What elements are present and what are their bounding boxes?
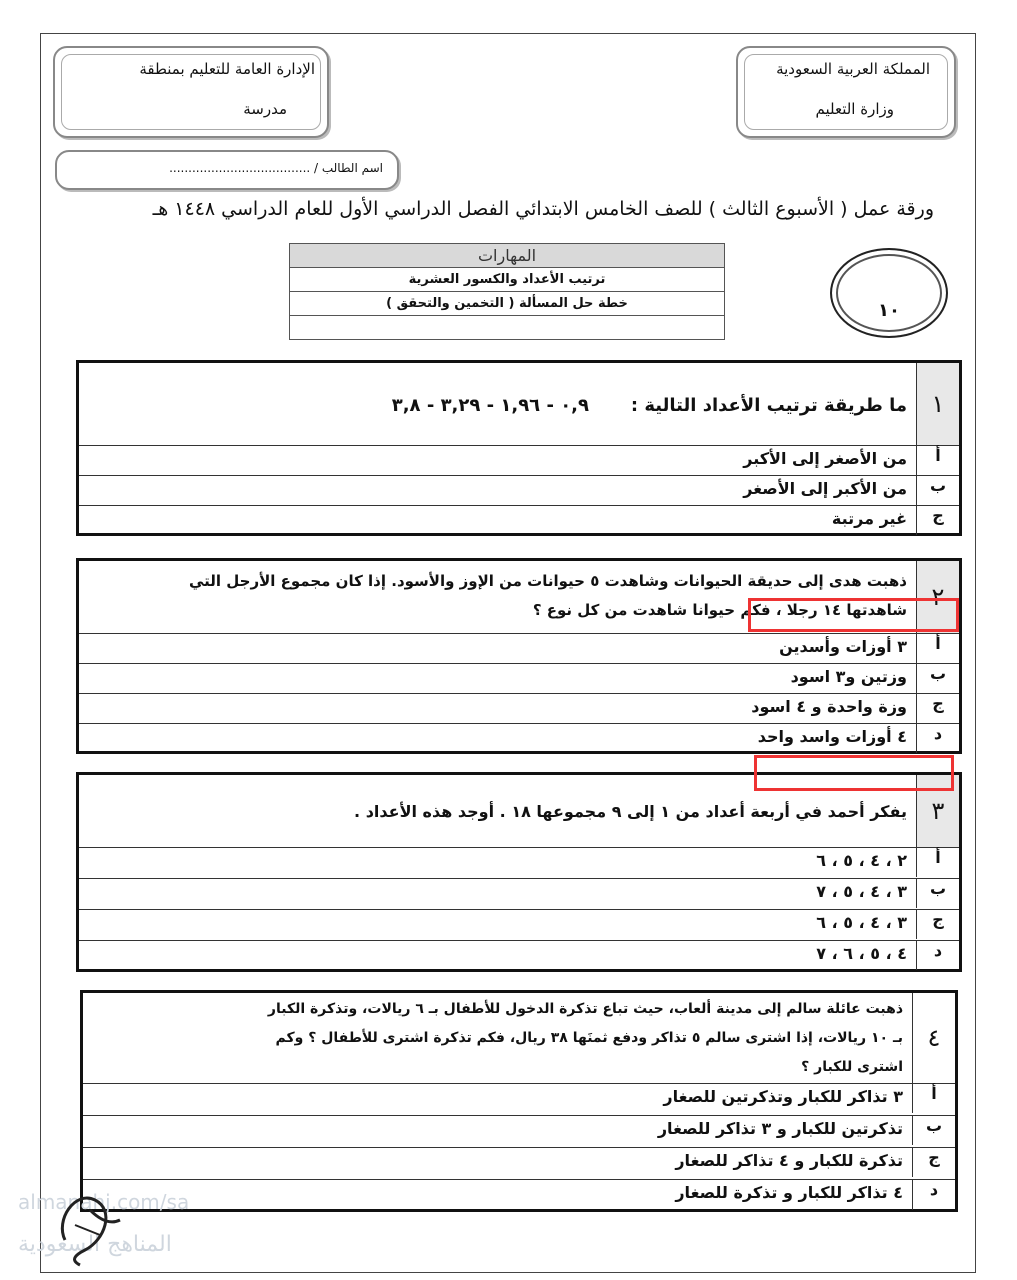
question-text-line: ذهبت عائلة سالم إلى مدينة ألعاب، حيث تباع تذكرة الدخول للأطفال بـ ٦ ريالات، وتذكرة الكبار [267,1001,903,1017]
watermark-url: almanahj.com/sa [18,1190,190,1214]
country-name: المملكة العربية السعودية [776,60,930,78]
highlight-box [754,755,954,791]
question-number: ٣ [916,775,959,847]
option-letter: أ [916,848,959,877]
question-numbers: ٠,٩ - ١,٩٦ - ٣,٢٩ - ٣,٨ [391,395,589,416]
question-number: ١ [916,363,959,445]
option-row[interactable] [79,633,959,663]
score-value: ١٠ [878,300,900,321]
question-number: ٤ [912,993,955,1083]
option-letter: ب [916,879,959,908]
option-text: من الأصغر إلى الأكبر [743,449,907,468]
highlight-box [748,598,959,632]
option-row[interactable] [79,663,959,693]
option-text: ٣ ، ٤ ، ٥ ، ٧ [816,882,907,901]
score-circle [830,248,948,338]
option-letter: أ [916,446,959,475]
question-1 [76,360,962,536]
option-row[interactable] [83,1147,955,1177]
ministry-name: وزارة التعليم [815,100,894,118]
skill-item: ترتيب الأعداد والكسور العشرية [290,268,725,292]
option-letter: ج [916,910,959,939]
option-letter: أ [916,634,959,663]
option-letter: د [912,1180,955,1210]
ministry-box [736,46,956,138]
option-letter: أ [912,1084,955,1113]
school-box [53,46,329,138]
question-text-line: اشترى للكبار ؟ [801,1059,903,1075]
question-number: ٢ [916,561,959,633]
option-row[interactable] [79,940,959,970]
skills-heading: المهارات [290,244,725,268]
watermark-site: المناهج السعودية [18,1232,172,1257]
option-letter: ب [916,476,959,505]
option-row[interactable] [79,909,959,939]
question-text-line: ذهبت هدى إلى حديقة الحيوانات وشاهدت ٥ حيوانات من الإوز والأسود. إذا كان مجموع الأرجل التي [188,572,907,590]
option-text: ٣ أوزات وأسدين [779,637,907,656]
skill-item: خطة حل المسألة ( التخمين والتحقق ) [290,292,725,316]
option-row[interactable] [79,847,959,877]
question-4 [80,990,958,1212]
option-letter: ب [912,1116,955,1145]
option-text: تذكرتين للكبار و ٣ تذاكر للصغار [657,1119,903,1138]
option-row[interactable] [79,505,959,535]
option-row[interactable] [79,878,959,908]
option-letter: ج [916,694,959,723]
skill-item [290,316,725,340]
option-letter: ب [916,664,959,693]
question-3 [76,772,962,972]
option-letter: ج [912,1148,955,1177]
option-row[interactable] [83,1115,955,1145]
question-text-line: بـ ١٠ ريالات، إذا اشترى سالم ٥ تذاكر ودفع ثمنَها ٣٨ ريال، فكم تذكرة اشترى للأطفال ؟ وكم [275,1030,903,1046]
option-text: ٤ أوزات واسد واحد [757,727,907,746]
option-row[interactable] [83,1083,955,1113]
worksheet-title: ورقة عمل ( الأسبوع الثالث ) للصف الخامس الابتدائي الفصل الدراسي الأول للعام الدراسي ١٤٤٨ هـ [152,198,934,220]
option-row[interactable] [79,693,959,723]
option-text: وزتين و٣ اسود [790,667,907,686]
student-name-box[interactable] [55,150,399,190]
option-row[interactable] [79,475,959,505]
question-2 [76,558,962,754]
option-letter: ج [916,506,959,535]
option-letter: د [916,941,959,970]
option-text: من الأكبر إلى الأصغر [743,479,907,498]
option-row[interactable] [79,723,959,753]
school-label: مدرسة [243,100,287,118]
question-text: ما طريقة ترتيب الأعداد التالية : [630,395,907,416]
option-text: غير مرتبة [831,509,907,528]
student-name-field: اسم الطالب / ..................................... [169,161,383,175]
option-text: ٣ تذاكر للكبار وتذكرتين للصغار [663,1087,903,1106]
option-row[interactable] [79,445,959,475]
option-text: ٤ ، ٥ ، ٦ ، ٧ [816,944,907,963]
skills-table [289,243,725,340]
education-admin: الإدارة العامة للتعليم بمنطقة [139,60,315,78]
option-text: تذكرة للكبار و ٤ تذاكر للصغار [675,1151,903,1170]
option-text: ٢ ، ٤ ، ٥ ، ٦ [816,851,907,870]
option-row[interactable] [83,1179,955,1210]
signature-logo [45,1180,135,1270]
option-text: ٣ ، ٤ ، ٥ ، ٦ [816,913,907,932]
option-text: ٤ تذاكر للكبار و تذكرة للصغار [675,1183,903,1202]
option-text: وزة واحدة و ٤ اسود [751,697,907,716]
question-text-line: شاهدتها ١٤ رجلا ، فكم حيوانا شاهدت من كل نوع ؟ [532,601,907,619]
question-text: يفكر أحمد في أربعة أعداد من ١ إلى ٩ مجموعها ١٨ . أوجد هذه الأعداد . [354,802,907,821]
option-letter: د [916,724,959,753]
